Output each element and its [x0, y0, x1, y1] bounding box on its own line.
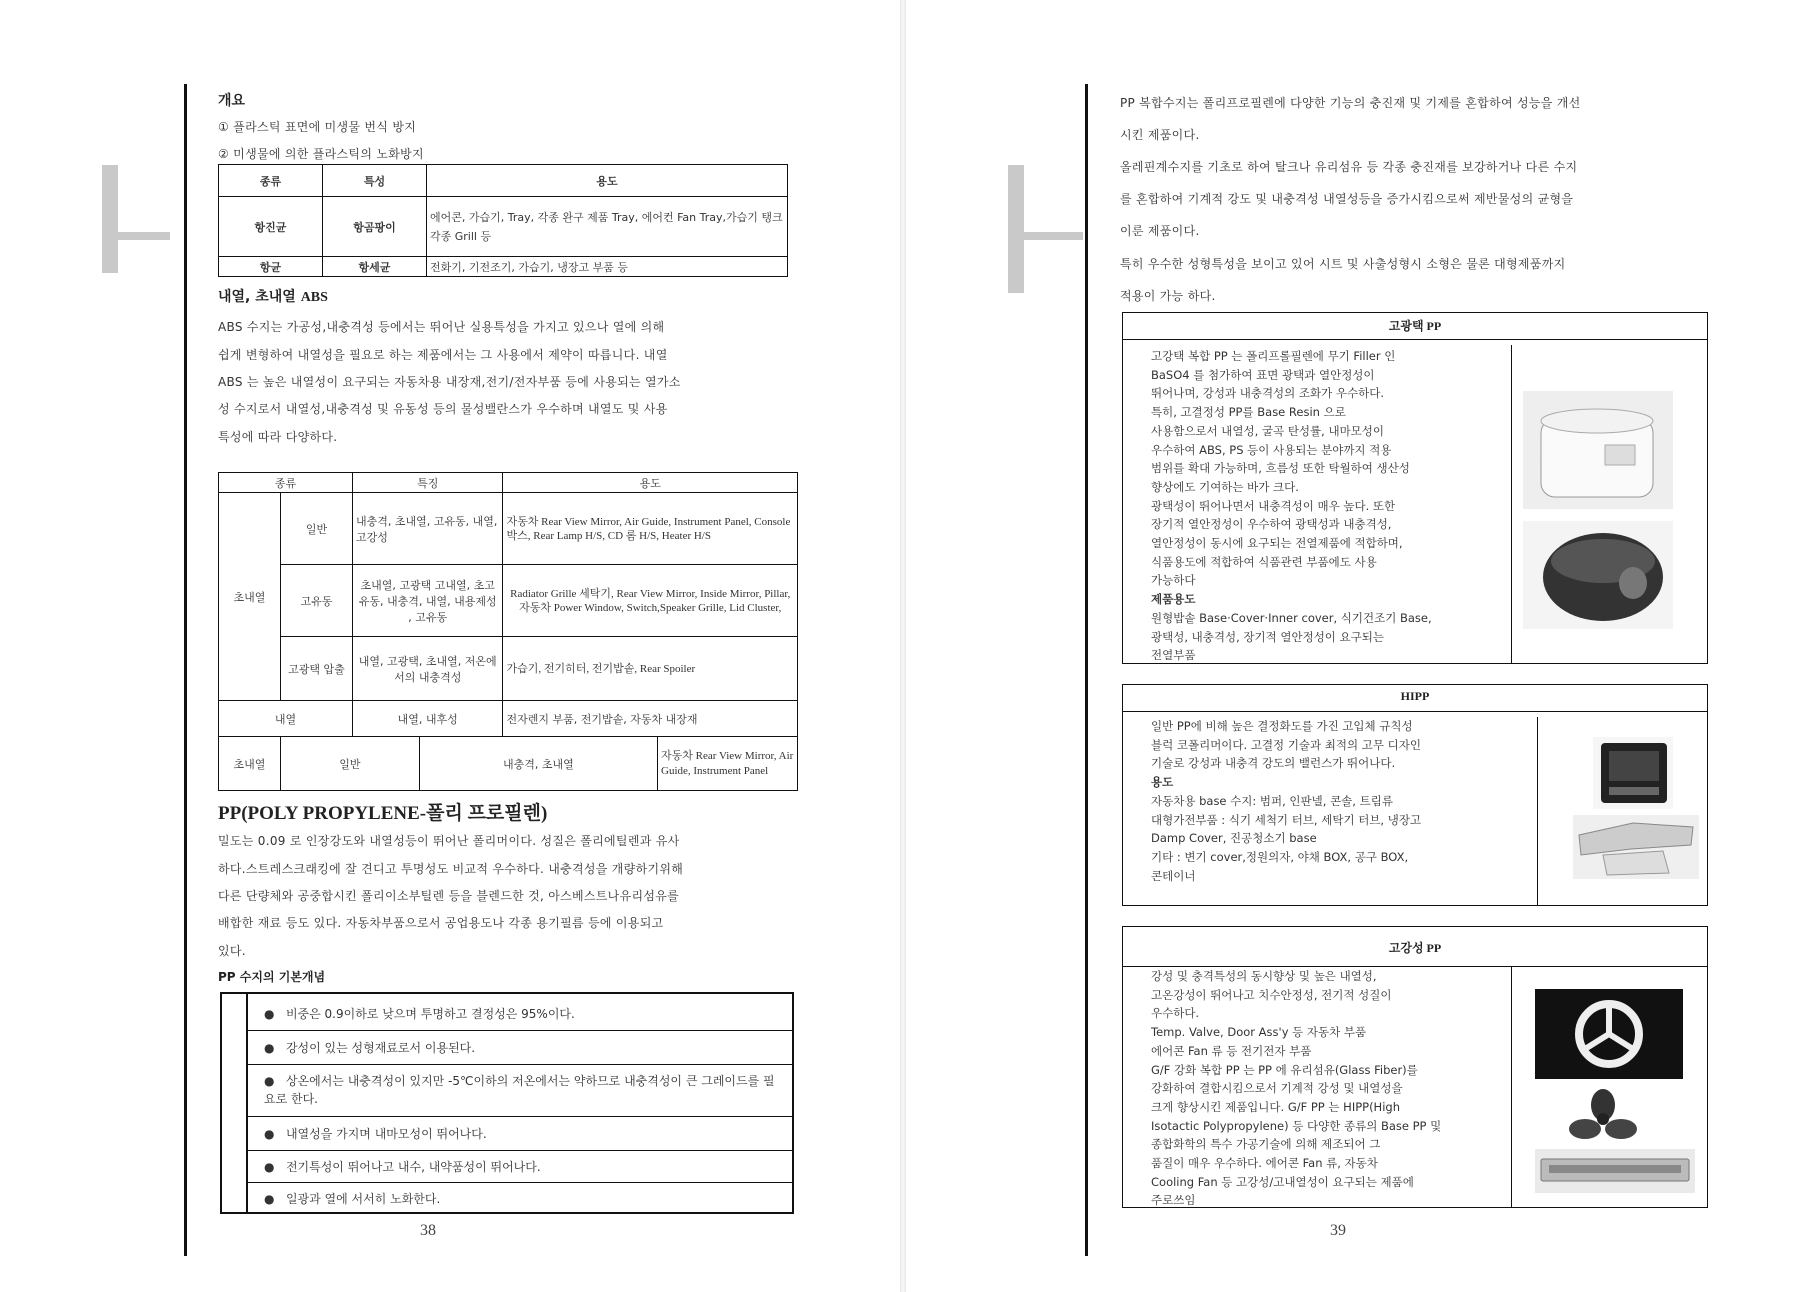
table-cell: 고광택 압출 — [281, 637, 353, 701]
table-header: 특성 — [323, 165, 427, 197]
box-title: 고강성 PP — [1123, 927, 1707, 967]
table-cell: 내열, 고광택, 초내열, 저온에서의 내충격성 — [353, 637, 503, 701]
table-header: 용도 — [503, 473, 798, 493]
right-page — [906, 0, 1807, 1292]
black-appliance-image — [1593, 737, 1673, 809]
section-heading-overview: 개요 — [218, 93, 246, 109]
fan-ring-image — [1535, 989, 1683, 1079]
table-cell: 항곰팡이 — [323, 197, 427, 257]
left-margin-rule — [184, 84, 187, 1256]
pp-paragraph-line: 밀도는 0.09 로 인장강도와 내열성등이 뛰어난 폴리머이다. 성질은 폴리에틸렌과 유사 — [218, 834, 680, 848]
box-text: 강성 및 충격특성의 동시향상 및 높은 내열성, 고온강성이 뛰어나고 치수안정성, 전기적 성질이 우수하다. Temp. Valve, Door Ass'y 등 자동차 부품 에어콘 Fan 류 등 전기전자 부품 G/F 강화 복합 PP 는 PP 에 유리섬유(Glass Fiber)를 강화하여 결합시킴으로서 기계적 강성 및 내열성을 크게 향상시킨 제품입니다. G/F PP 는 HIPP(High Isotactic Polypropylene) 등 다양한 종류의 Base PP 및 종합화학의 특수 가공기술에 의해 제조되어 그 품질이 매우 우수하다. 에어콘 Fan 류, 자동차 Cooling Fan 등 고강성/고내열성이 요구되는 제품에 주로쓰임 — [1151, 969, 1442, 1208]
list-item: ● 강성이 있는 성형재료로서 이용된다. — [264, 1041, 476, 1055]
intro-line: 올레핀계수지를 기초로 하여 탈크나 유리섬유 등 각종 충진재를 보강하거나 다른 수지 — [1120, 160, 1578, 174]
box-text: 고강택 복합 PP 는 폴리프롤필렌에 무기 Filler 인 BaSO4 를 첨가하여 표면 광택과 열안정성이 뛰어나며, 강성과 내충격성의 조화가 우수하다. 특히, 고결정성 PP를 Base Resin 으로 사용함으로서 내열성, 굴곡 탄성률, 내마모성이 우수하여 ABS, PS 등이 사용되는 분야까지 적용 범위를 확대 가능하며, 흐름성 또한 탁월하여 생산성 향상에도 기여하는 바가 크다. 광택성이 뛰어나면서 내충격성이 매우 높다. 또한 장기적 열안정성이 우수하여 광택성과 내충격성, 열안정성이 동시에 요구되는 전열제품에 적합하며, 식품용도에 적합하여 식품관련 부품에도 사용 가능하다 제품용도 원형밥솥 Base·Cover·Inner cover, 식기건조기 Base, 광택성, 내충격성, 장기적 열안정성이 요구되는 전열부품 — [1151, 349, 1432, 663]
abs-paragraph-line: ABS 수지는 가공성,내충격성 등에서는 뛰어난 실용특성을 가지고 있으나 열에 의해 — [218, 320, 665, 334]
rice-cooker-white-image — [1523, 391, 1673, 509]
intro-line: 이룬 제품이다. — [1120, 224, 1200, 238]
intro-line: 적용이 가능 하다. — [1120, 289, 1216, 303]
abs-paragraph-line: 성 수지로서 내열성,내충격성 및 유동성 등의 물성밸란스가 우수하며 내열도 및 사용 — [218, 402, 668, 416]
box-text: 일반 PP에 비해 높은 결정화도를 가진 고입체 규칙성 블럭 코폴리머이다. 고결정 기술과 최적의 고무 디자인 기술로 강성과 내충격 강도의 밸런스가 뛰어나다. 용도 자동차용 base 수지: 범퍼, 인판넬, 콘솔, 트림류 대형가전부품 : 식기 세척기 터브, 세탁기 터브, 냉장고 Damp Cover, 진공청소기 base 기타 : 변기 cover,정원의자, 야채 BOX, 공구 BOX, 콘테이너 — [1151, 719, 1422, 883]
table-cell: 고유동 — [281, 565, 353, 637]
table-cell: 항균 — [219, 257, 323, 277]
fan-blade-image — [1563, 1087, 1643, 1147]
table-cell: 항진균 — [219, 197, 323, 257]
right-margin-rule — [1085, 84, 1088, 1256]
list-item: ● 비중은 0.9이하로 낮으며 투명하고 결정성은 95%이다. — [264, 1007, 575, 1021]
gray-tab-marker — [102, 165, 118, 273]
table-cell: 내충격, 초내열, 고유동, 내열, 고강성 — [353, 493, 503, 565]
hipp-box — [1122, 684, 1708, 906]
table-header: 특징 — [353, 473, 503, 493]
abs-paragraph-line: 쉽게 변형하여 내열성을 필요로 하는 제품에서는 그 사용에서 제약이 따릅니다. 내열 — [218, 348, 668, 362]
high-rigidity-pp-box — [1122, 926, 1708, 1208]
table-cell: 일반 — [281, 737, 420, 791]
table-header: 종류 — [219, 473, 353, 493]
pp-paragraph-line: 있다. — [218, 944, 246, 958]
table-cell: 항세균 — [323, 257, 427, 277]
list-item: ● 전기특성이 뛰어나고 내수, 내약품성이 뛰어나다. — [264, 1160, 541, 1174]
pp-paragraph-line: 하다.스트레스크래킹에 잘 견디고 투명성도 비교적 우수하다. 내충격성을 개량하기위해 — [218, 862, 684, 876]
gray-tab-marker-arm — [102, 232, 170, 240]
intro-line: 특히 우수한 성형특성을 보이고 있어 시트 및 사출성형시 소형은 물론 대형제품까지 — [1120, 257, 1566, 271]
table-cell: 가습기, 전기히터, 전기밥솥, Rear Spoiler — [503, 637, 798, 701]
heading-ko: 내열, 초내열 — [218, 289, 296, 305]
table-cell: 초내열 — [219, 737, 281, 791]
table-header: 종류 — [219, 165, 323, 197]
page-number: 38 — [420, 1222, 436, 1239]
intro-line: 를 혼합하여 기계적 강도 및 내충격성 내열성등을 증가시킴으로써 제반물성의 균형을 — [1120, 192, 1574, 206]
list-item: ● 상온에서는 내충격성이 있지만 -5℃이하의 저온에서는 약하므로 내충격성이 큰 그레이드를 필요로 한다. — [264, 1074, 775, 1106]
intro-line: 시킨 제품이다. — [1120, 128, 1200, 142]
intro-line: PP 복합수지는 폴리프로필렌에 다양한 기능의 충진재 및 기제를 혼합하여 성능을 개선 — [1120, 96, 1581, 110]
overview-item-1: ① 플라스틱 표면에 미생물 번식 방지 — [218, 120, 417, 134]
table-cell: Radiator Grille 세탁기, Rear View Mirror, Inside Mirror, Pillar, 자동차 Power Window, Switch,Speaker Grille, Lid Cluster, — [503, 565, 798, 637]
pp-subheading: PP 수지의 기본개념 — [218, 970, 326, 984]
gray-tab-marker-arm — [1008, 232, 1083, 240]
table-cell: 초내열, 고광택 고내열, 초고유동, 내충격, 내열, 내용제성 , 고유동 — [353, 565, 503, 637]
heading-en: ABS — [300, 290, 328, 305]
table-header: 용도 — [427, 165, 788, 197]
gray-tab-marker — [1008, 165, 1024, 293]
rice-cooker-black-image — [1523, 521, 1673, 629]
section-heading-abs — [218, 286, 328, 306]
left-page — [0, 0, 900, 1292]
table-cell: 내충격, 초내열 — [419, 737, 657, 791]
table-cell: 자동차 Rear View Mirror, Air Guide, Instrument Panel — [658, 737, 798, 791]
overview-item-2: ② 미생물에 의한 플라스틱의 노화방지 — [218, 147, 424, 161]
pp-paragraph-line: 다른 단량체와 공중합시킨 폴리이소부틸렌 등을 블렌드한 것, 아스베스트나유리섬유를 — [218, 889, 680, 903]
list-item: ● 일광과 열에 서서히 노화한다. — [264, 1192, 441, 1206]
pp-concept-box — [220, 992, 794, 1214]
car-part-bar-image — [1535, 1149, 1695, 1193]
abs-table — [218, 472, 798, 791]
table-cell: 내열, 내후성 — [353, 701, 503, 737]
table-cell: 자동차 Rear View Mirror, Air Guide, Instrument Panel, Console 박스, Rear Lamp H/S, CD 롬 H/S, Heater H/S — [503, 493, 798, 565]
table-cell: 에어콘, 가습기, Tray, 각종 완구 제품 Tray, 에어컨 Fan Tray,가습기 탱크 각종 Grill 등 — [427, 197, 788, 257]
box-inner-rule — [246, 994, 248, 1212]
table-cell: 전화기, 기전조기, 가습기, 냉장고 부품 등 — [427, 257, 788, 277]
car-parts-image — [1573, 815, 1699, 879]
page-number: 39 — [1330, 1222, 1346, 1239]
antibacterial-table — [218, 164, 788, 277]
pp-paragraph-line: 배합한 재료 등도 있다. 자동차부품으로서 공업용도나 각종 용기필름 등에 이용되고 — [218, 916, 664, 930]
table-cell: 전자렌지 부품, 전기밥솥, 자동차 내장재 — [503, 701, 798, 737]
section-heading-pp: PP(POLY PROPYLENE-폴리 프로필렌) — [218, 803, 548, 824]
abs-paragraph-line: 특성에 따라 다양하다. — [218, 430, 338, 444]
table-cell-group: 초내열 — [219, 493, 281, 701]
abs-paragraph-line: ABS 는 높은 내열성이 요구되는 자동차용 내장재,전기/전자부품 등에 사용되는 열가소 — [218, 375, 681, 389]
table-cell: 일반 — [281, 493, 353, 565]
table-cell: 내열 — [219, 701, 353, 737]
high-gloss-pp-box — [1122, 312, 1708, 664]
box-title: 고광택 PP — [1123, 313, 1707, 340]
box-title: HIPP — [1123, 685, 1707, 712]
list-item: ● 내열성을 가지며 내마모성이 뛰어나다. — [264, 1127, 487, 1141]
